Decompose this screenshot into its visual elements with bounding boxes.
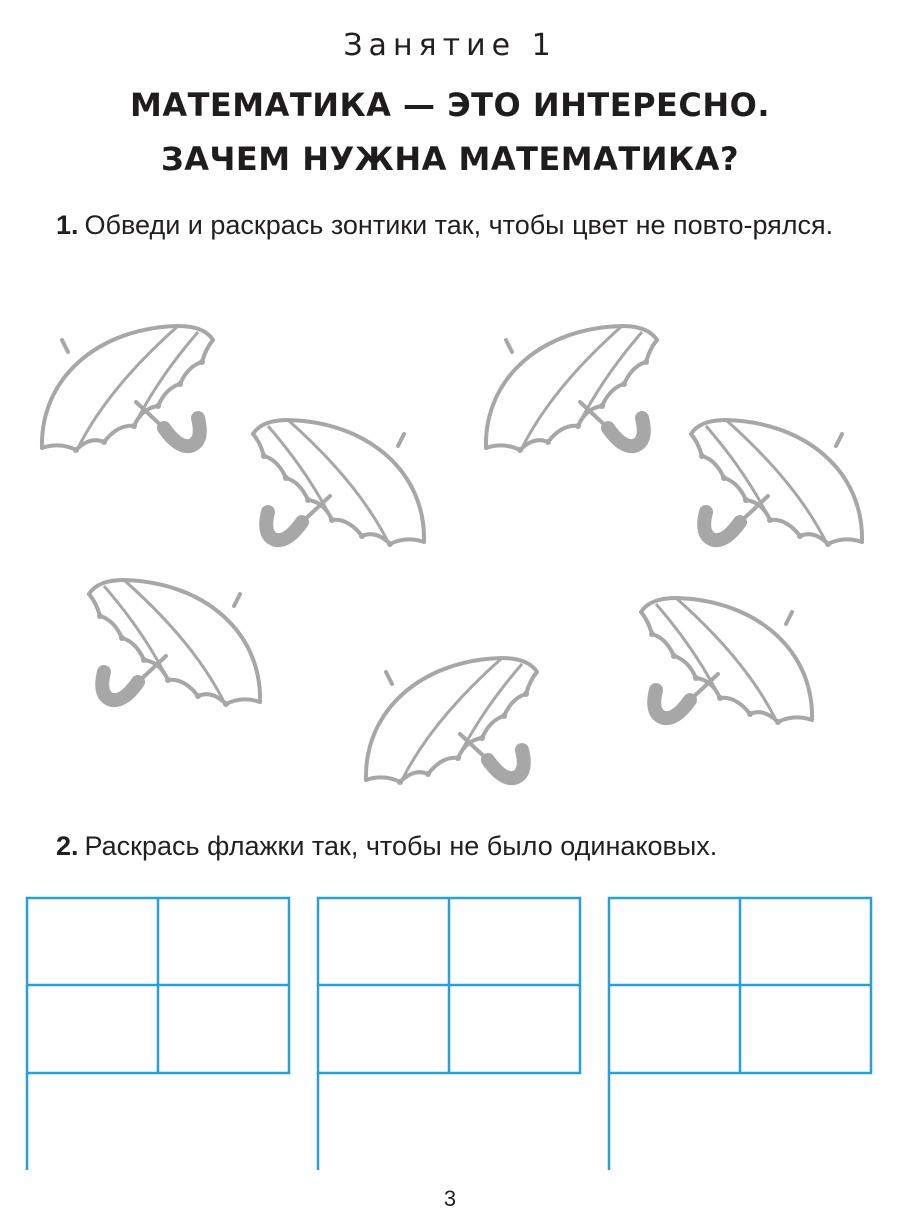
- task-1-number: 1.: [56, 210, 79, 240]
- umbrella-6: [366, 658, 537, 785]
- title-line-1: МАТЕМАТИКА — ЭТО ИНТЕРЕСНО.: [129, 86, 771, 124]
- umbrella-3: [486, 326, 657, 453]
- flag-3: [609, 898, 871, 1170]
- umbrella-2: [253, 420, 424, 547]
- page-number: 3: [443, 1186, 457, 1211]
- task-2-text-block: [28, 826, 873, 866]
- umbrella-4: [691, 420, 862, 547]
- title-line-2: ЗАЧЕМ НУЖНА МАТЕМАТИКА?: [160, 140, 739, 178]
- umbrella-5: [89, 580, 260, 707]
- umbrella-1: [42, 326, 213, 453]
- lesson-heading: Занятие 1: [343, 28, 557, 63]
- task-1-instruction: Обведи и раскрась зонтики так, чтобы цвет не повто-рялся.: [84, 210, 834, 240]
- umbrella-7: [641, 598, 812, 725]
- task-2-number: 2.: [56, 831, 79, 861]
- flag-1: [27, 898, 289, 1170]
- task-2: [28, 826, 873, 866]
- task-2-instruction: Раскрась флажки так, чтобы не было одинаковых.: [84, 831, 718, 861]
- flag-2: [318, 898, 580, 1170]
